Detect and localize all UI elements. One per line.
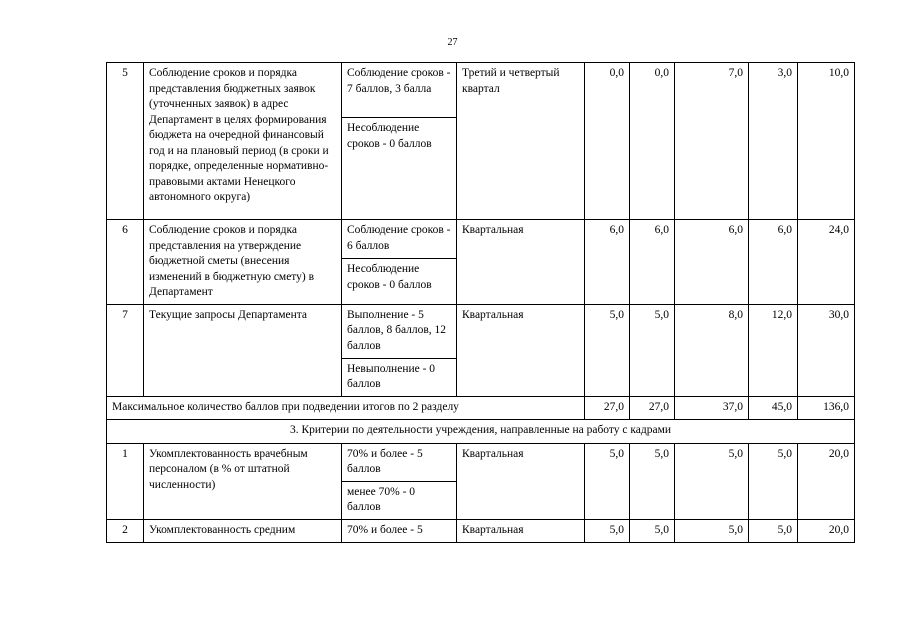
- value-cell: 6,0: [630, 220, 675, 305]
- row-number: 7: [107, 304, 144, 396]
- value-cell: 5,0: [675, 443, 749, 519]
- total-label: Максимальное количество баллов при подведении итогов по 2 разделу: [107, 396, 585, 419]
- table-row: [107, 220, 855, 259]
- criteria-table: [106, 62, 855, 543]
- table-row: [107, 63, 855, 118]
- section-header-row: [107, 419, 855, 443]
- row-number: 2: [107, 519, 144, 542]
- table-row: [107, 304, 855, 358]
- total-value-cell: 27,0: [630, 396, 675, 419]
- value-cell: 6,0: [675, 220, 749, 305]
- total-value-cell: 20,0: [798, 519, 855, 542]
- scoring-cell: Несоблюдение сроков - 0 баллов: [342, 118, 457, 220]
- total-value-cell: 136,0: [798, 396, 855, 419]
- value-cell: 0,0: [630, 63, 675, 220]
- period-cell: Квартальная: [457, 519, 585, 542]
- scoring-cell: Выполнение - 5 баллов, 8 баллов, 12 баллов: [342, 304, 457, 358]
- criterion-cell: Соблюдение сроков и порядка представления бюджетных заявок (уточненных заявок) в адрес Департамент в целях формирования бюджета на очередной финансовый год и на плановый период (в сроки и порядке, определенные нормативно-правовыми актами Ненецкого автономного округа): [144, 63, 342, 220]
- scoring-cell: Соблюдение сроков - 6 баллов: [342, 220, 457, 259]
- scoring-cell: 70% и более - 5: [342, 519, 457, 542]
- scoring-cell: 70% и более - 5 баллов: [342, 443, 457, 481]
- value-cell: 5,0: [585, 304, 630, 396]
- value-cell: 5,0: [630, 304, 675, 396]
- value-cell: 0,0: [585, 63, 630, 220]
- criterion-cell: Укомплектованность врачебным персоналом (в % от штатной численности): [144, 443, 342, 519]
- row-number: 5: [107, 63, 144, 220]
- value-cell: 12,0: [749, 304, 798, 396]
- total-value-cell: 10,0: [798, 63, 855, 220]
- row-number: 1: [107, 443, 144, 519]
- total-value-cell: 24,0: [798, 220, 855, 305]
- criterion-cell: Укомплектованность средним: [144, 519, 342, 542]
- period-cell: Квартальная: [457, 304, 585, 396]
- period-cell: Третий и четвертый квартал: [457, 63, 585, 220]
- scoring-cell: Соблюдение сроков - 7 баллов, 3 балла: [342, 63, 457, 118]
- scoring-cell: Несоблюдение сроков - 0 баллов: [342, 259, 457, 304]
- value-cell: 7,0: [675, 63, 749, 220]
- value-cell: 5,0: [749, 519, 798, 542]
- row-number: 6: [107, 220, 144, 305]
- criterion-cell: Текущие запросы Департамента: [144, 304, 342, 396]
- total-value-cell: 30,0: [798, 304, 855, 396]
- scoring-cell: менее 70% - 0 баллов: [342, 481, 457, 519]
- total-row: [107, 396, 855, 419]
- total-value-cell: 45,0: [749, 396, 798, 419]
- value-cell: 5,0: [630, 443, 675, 519]
- scoring-cell: Невыполнение - 0 баллов: [342, 358, 457, 396]
- total-value-cell: 27,0: [585, 396, 630, 419]
- table-row: [107, 443, 855, 481]
- value-cell: 5,0: [749, 443, 798, 519]
- page-number: 27: [447, 37, 458, 48]
- period-cell: Квартальная: [457, 220, 585, 305]
- table-row: [107, 519, 855, 542]
- value-cell: 3,0: [749, 63, 798, 220]
- period-cell: Квартальная: [457, 443, 585, 519]
- total-value-cell: 20,0: [798, 443, 855, 519]
- value-cell: 5,0: [585, 519, 630, 542]
- value-cell: 5,0: [675, 519, 749, 542]
- total-value-cell: 37,0: [675, 396, 749, 419]
- criterion-cell: Соблюдение сроков и порядка представления на утверждение бюджетной сметы (внесения изменений в бюджетную смету) в Департамент: [144, 220, 342, 305]
- value-cell: 8,0: [675, 304, 749, 396]
- section-title: 3. Критерии по деятельности учреждения, направленные на работу с кадрами: [107, 419, 855, 443]
- value-cell: 6,0: [585, 220, 630, 305]
- value-cell: 6,0: [749, 220, 798, 305]
- value-cell: 5,0: [585, 443, 630, 519]
- value-cell: 5,0: [630, 519, 675, 542]
